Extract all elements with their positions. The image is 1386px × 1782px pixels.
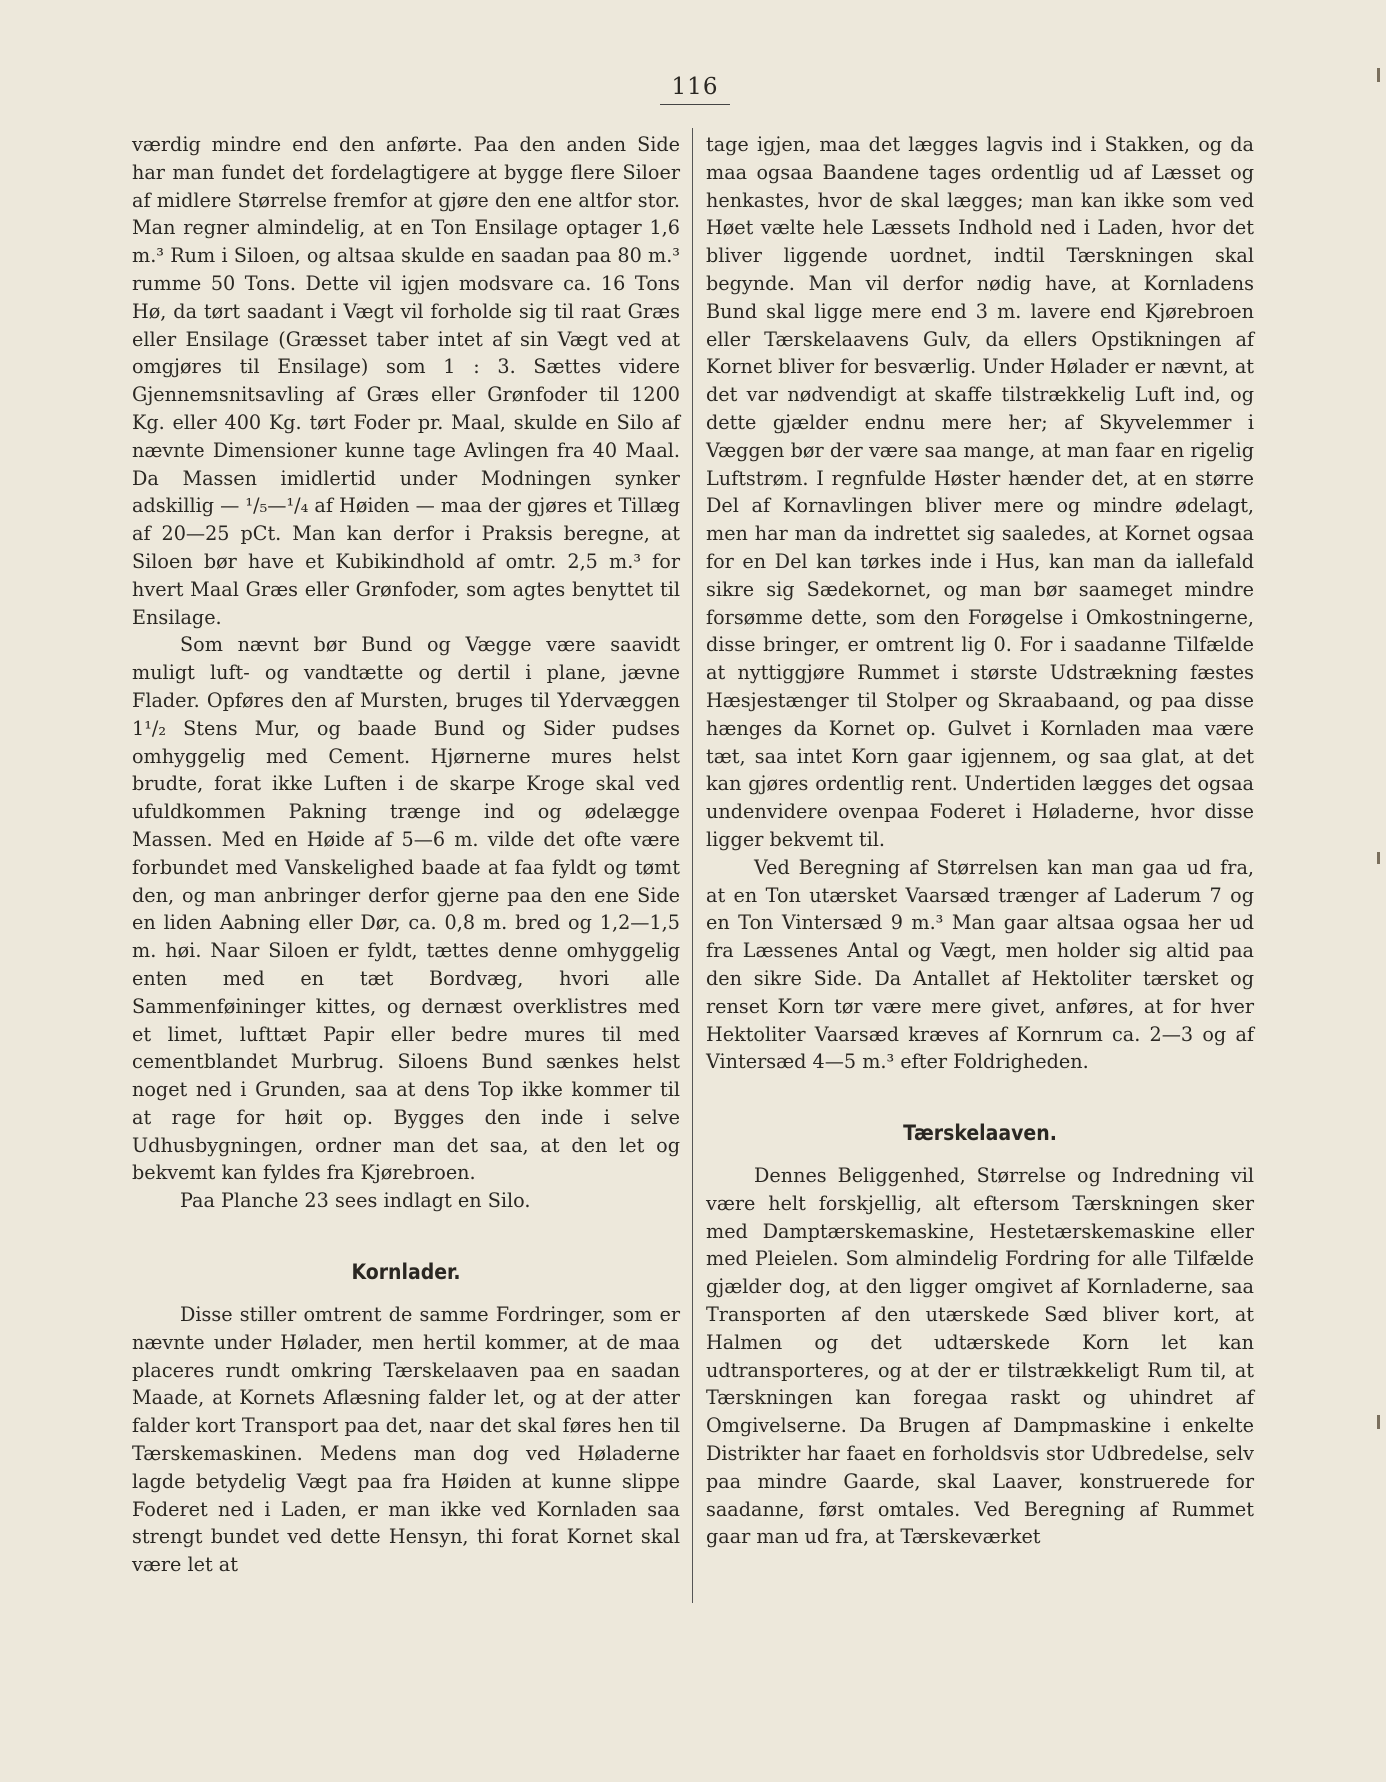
section-heading: Kornlader. [351, 1260, 461, 1285]
paragraph: tage igjen, maa det lægges lagvis ind i Stakken, og da maa ogsaa Baandene tages ordentlig ud af Læsset og henkastes, hvor de skal lægges; man kan ikke som ved Høet vælte hele Læssets Indhold ned i Laden, hvor det bliver liggende uordnet, indtil Tærskningen skal begynde. Man vil derfor nødig have, at Kornladens Bund skal ligge mere end 3 m. lavere end Kjørebroen eller Tærskelaavens Gulv, da ellers Opstikningen af Kornet bliver for besværlig. Under Hølader er nævnt, at det var nødvendigt at skaffe tilstrækkelig Luft ind, og dette gjælder endnu mere her; af Skyvelemmer i Væggen bør der være saa mange, at man faar en rigelig Luftstrøm. I regnfulde Høster hænder det, at en større Del af Kornavlingen bliver mere og mindre ødelagt, men har man da indrettet sig saaledes, at Kornet ogsaa for en Del kan tørkes inde i Hus, kan man da iallefald sikre sig Sædekornet, og man bør saameget mindre forsømme dette, som den Forøgelse i Omkostningerne, disse bringer, er omtrent lig 0. For i saadanne Tilfælde at nyttiggjøre Rummet i største Udstrækning fæstes Hæsjestænger til Stolper og Skraabaand, og paa disse hænges da Kornet op. Gulvet i Kornladen maa være tæt, saa intet Korn gaar igjennem, og saa glat, at det kan gjøres ordentlig rent. Undertiden lægges det ogsaa undenvidere ovenpaa Foderet i Høladerne, hvor disse ligger bekvemt til. [706, 133, 1254, 851]
paragraph: Ved Beregning af Størrelsen kan man gaa ud fra, at en Ton utærsket Vaarsæd trænger af Laderum 7 og en Ton Vintersæd 9 m.³ Man gaar altsaa ogsaa her ud fra Læssenes Antal og Vægt, men holder sig altid paa den sikre Side. Da Antallet af Hektoliter tærsket og renset Korn tør være mere givet, anføres, at for hver Hektoliter Vaarsæd kræves af Kornrum ca. 2—3 og af Vintersæd 4—5 m.³ efter Foldrigheden. [706, 855, 1254, 1074]
left-column [132, 131, 680, 1579]
section-heading: Tærskelaaven. [903, 1121, 1057, 1146]
paragraph: Som nævnt bør Bund og Vægge være saavidt muligt luft- og vandtætte og dertil i plane, jævne Flader. Opføres den af Mursten, bruges til Ydervæggen 1¹/₂ Stens Mur, og baade Bund og Sider pudses omhyggelig med Cement. Hjørnerne mures helst brudte, forat ikke Luften i de skarpe Kroge skal ved ufuldkommen Pakning trænge ind og ødelægge Massen. Med en Høide af 5—6 m. vilde det ofte være forbundet med Vanskelighed baade at faa fyldt og tømt den, og man anbringer derfor gjerne paa den ene Side en liden Aabning eller Dør, ca. 0,8 m. bred og 1,2—1,5 m. høi. Naar Siloen er fyldt, tættes denne omhyggelig enten med en tæt Bordvæg, hvori alle Sammenføininger kittes, og dernæst overklistres med et limet, lufttæt Papir eller bedre mures til med cementblandet Murbrug. Siloens Bund sænkes helst noget ned i Grunden, saa at dens Top ikke kommer til at rage for høit op. Bygges den inde i selve Udhusbygningen, ordner man det saa, at den let og bekvemt kan fyldes fra Kjørebroen. [132, 633, 680, 1185]
paragraph: værdig mindre end den anførte. Paa den anden Side har man fundet det fordelagtigere at bygge flere Siloer af midlere Størrelse fremfor at gjøre den ene altfor stor. Man regner almindelig, at en Ton Ensilage optager 1,6 m.³ Rum i Siloen, og altsaa skulde en saadan paa 80 m.³ rumme 50 Tons. Dette vil igjen modsvare ca. 16 Tons Hø, da tørt saadant i Vægt vil forholde sig til raat Græs eller Ensilage (Græsset taber intet af sin Vægt ved at omgjøres til Ensilage) som 1 : 3. Sættes videre Gjennemsnitsavling af Græs eller Grønfoder til 1200 Kg. eller 400 Kg. tørt Foder pr. Maal, skulde en Silo af nævnte Dimensioner kunne tage Avlingen fra 40 Maal. Da Massen imidlertid under Modningen synker adskillig — ¹/₅—¹/₄ af Høiden — maa der gjøres et Tillæg af 20—25 pCt. Man kan derfor i Praksis beregne, at Siloen bør have et Kubikindhold af omtr. 2,5 m.³ for hvert Maal Græs eller Grønfoder, som agtes benyttet til Ensilage. [132, 133, 680, 629]
paragraph: Paa Planche 23 sees indlagt en Silo. [180, 1189, 531, 1213]
page-number: 116 [671, 74, 719, 100]
paragraph: Disse stiller omtrent de samme Fordringer, som er nævnte under Hølader, men hertil kommer, at de maa placeres rundt omkring Tærskelaaven paa en saadan Maade, at Kornets Aflæsning falder let, og at der atter falder kort Transport paa det, naar det skal føres hen til Tærskemaskinen. Medens man dog ved Høladerne lagde betydelig Vægt paa fra Høiden at kunne slippe Foderet ned i Laden, er man ikke ved Kornladen saa strengt bundet ved dette Hensyn, thi forat Kornet skal være let at [132, 1303, 680, 1577]
edge-mark [1377, 1415, 1380, 1429]
column-divider [692, 128, 693, 1603]
edge-mark [1377, 68, 1380, 82]
right-column [706, 131, 1254, 1551]
page-number-rule [660, 104, 730, 105]
edge-mark [1377, 852, 1380, 864]
paragraph: Dennes Beliggenhed, Størrelse og Indredning vil være helt forskjellig, alt eftersom Tærskningen sker med Damptærskemaskine, Hestetærskemaskine eller med Pleielen. Som almindelig Fordring for alle Tilfælde gjælder dog, at den ligger omgivet af Kornladerne, saa Transporten af den utærskede Sæd bliver kort, at Halmen og det udtærskede Korn let kan udtransporteres, og at der er tilstrækkeligt Rum til, at Tærskningen kan foregaa raskt og uhindret af Omgivelserne. Da Brugen af Dampmaskine i enkelte Distrikter har faaet en forholdsvis stor Udbredelse, selv paa mindre Gaarde, skal Laaver, konstruerede for saadanne, først omtales. Ved Beregning af Rummet gaar man ud fra, at Tærskeværket [706, 1164, 1254, 1549]
